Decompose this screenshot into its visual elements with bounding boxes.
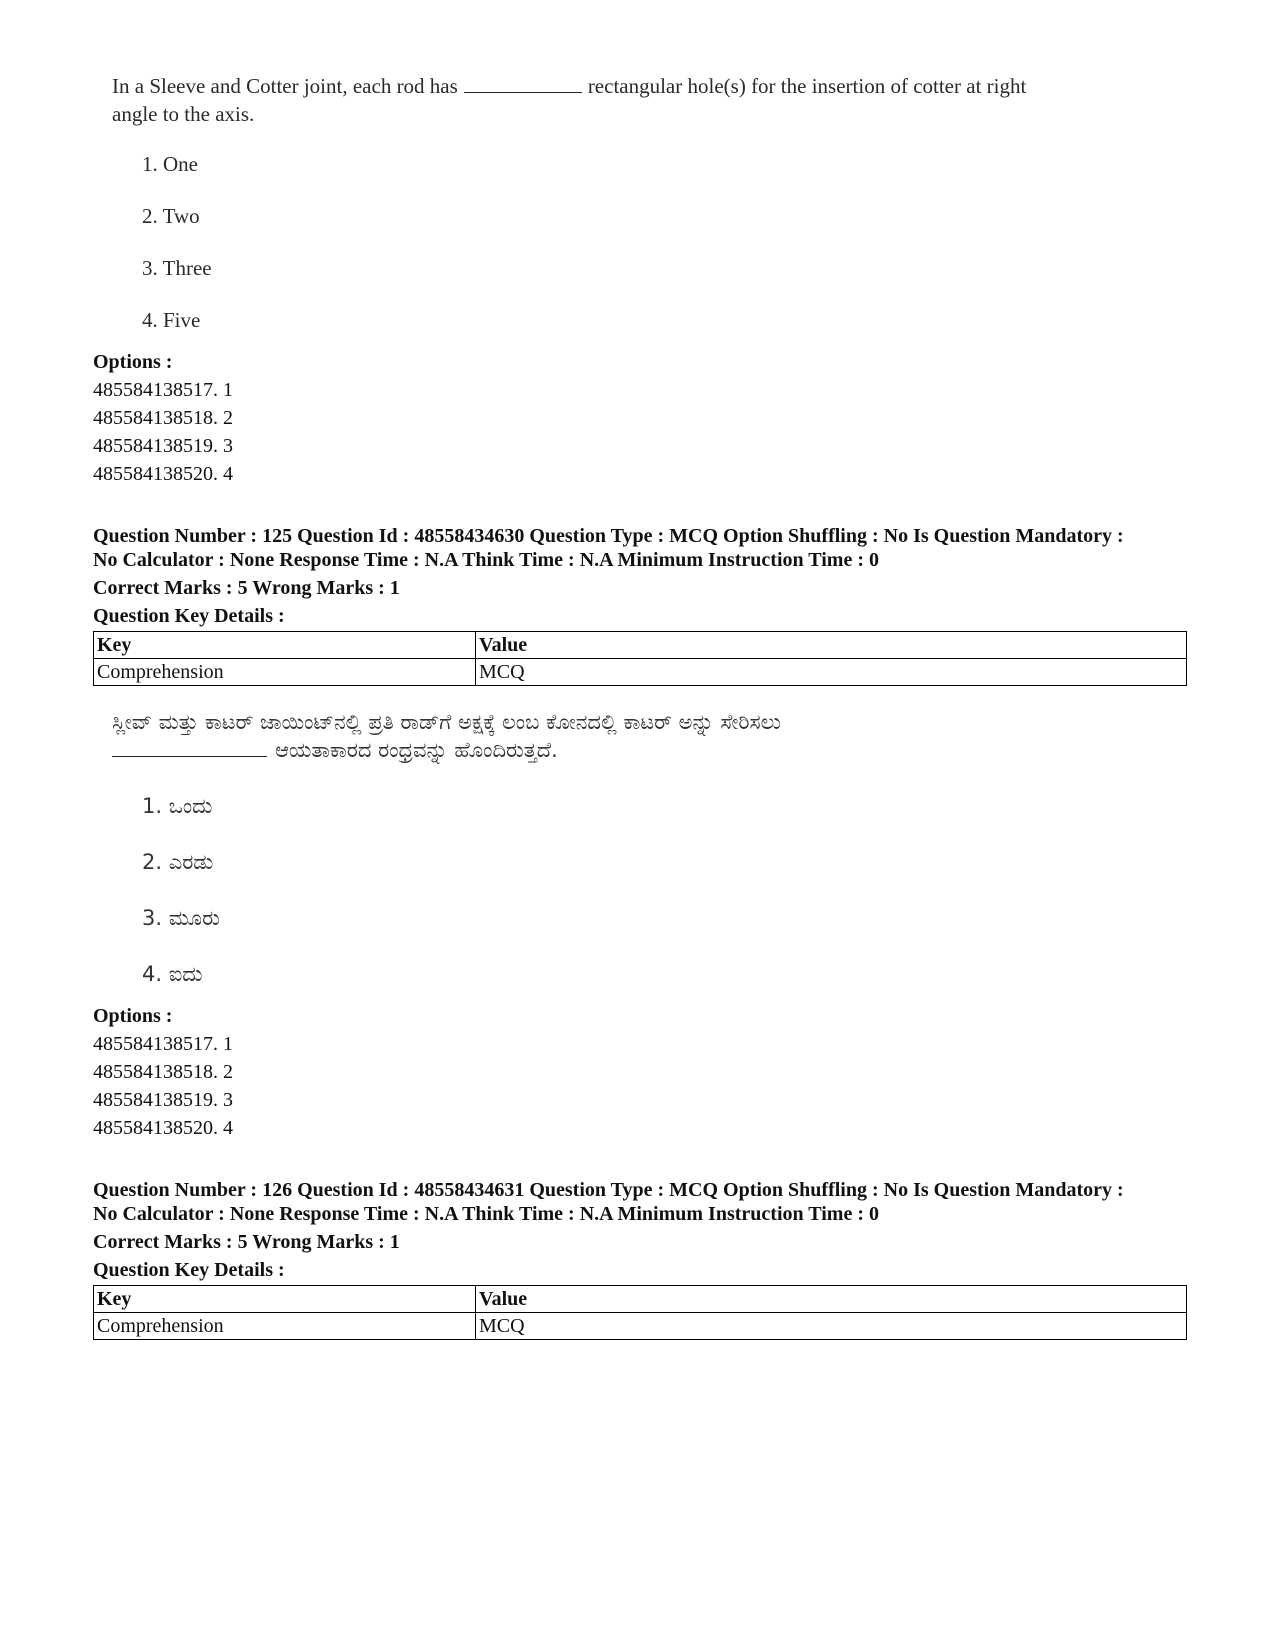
table-cell-value: MCQ (476, 1313, 1187, 1340)
option-line: 485584138520. 4 (93, 1117, 233, 1139)
choice-item: 4. Five (142, 308, 201, 332)
table-cell-value: MCQ (476, 659, 1187, 686)
question-stem (112, 708, 1142, 764)
choice-item: 3. ಮೂರು (142, 906, 220, 930)
table-cell-key: Comprehension (94, 659, 476, 686)
table-cell-key: Comprehension (94, 1313, 476, 1340)
table-header-value: Value (476, 1286, 1187, 1313)
question-meta-line: Question Number : 126 Question Id : 48558434631 Question Type : MCQ Option Shuffling : No Is Question Mandatory : (93, 1179, 1124, 1201)
choice-item: 4. ಐದು (142, 962, 203, 986)
option-line: 485584138517. 1 (93, 379, 233, 401)
option-line: 485584138518. 2 (93, 407, 233, 429)
question-meta-line: No Calculator : None Response Time : N.A Think Time : N.A Minimum Instruction Time : 0 (93, 549, 879, 571)
key-details-heading: Question Key Details : (93, 1259, 285, 1281)
question-text: angle to the axis. (112, 102, 255, 126)
table-header-value: Value (476, 632, 1187, 659)
table-header-key: Key (94, 1286, 476, 1313)
choice-item: 1. ಒಂದು (142, 794, 213, 818)
option-line: 485584138518. 2 (93, 1061, 233, 1083)
question-text: In a Sleeve and Cotter joint, each rod has (112, 74, 458, 98)
table-header-row (94, 632, 1187, 659)
options-heading: Options : (93, 351, 173, 373)
table-row (94, 659, 1187, 686)
question-text: ಆಯತಾಕಾರದ ರಂಧ್ರವನ್ನು ಹೊಂದಿರುತ್ತದೆ. (275, 738, 558, 762)
key-details-heading: Question Key Details : (93, 605, 285, 627)
table-header-row (94, 1286, 1187, 1313)
option-line: 485584138517. 1 (93, 1033, 233, 1055)
question-meta (93, 1178, 1193, 1226)
question-meta-line: Question Number : 125 Question Id : 48558434630 Question Type : MCQ Option Shuffling : No Is Question Mandatory : (93, 525, 1124, 547)
option-line: 485584138519. 3 (93, 1089, 233, 1111)
choice-item: 2. ಎರಡು (142, 850, 214, 874)
option-line: 485584138519. 3 (93, 435, 233, 457)
question-meta-line: No Calculator : None Response Time : N.A Think Time : N.A Minimum Instruction Time : 0 (93, 1203, 879, 1225)
key-details-table (93, 631, 1187, 686)
table-row (94, 1313, 1187, 1340)
marks-line: Correct Marks : 5 Wrong Marks : 1 (93, 1231, 400, 1253)
table-header-key: Key (94, 632, 476, 659)
choice-item: 2. Two (142, 204, 200, 228)
key-details-table (93, 1285, 1187, 1340)
choice-item: 3. Three (142, 256, 212, 280)
fill-blank (112, 738, 267, 757)
question-text: rectangular hole(s) for the insertion of cotter at right (587, 74, 1027, 98)
question-stem (112, 72, 1142, 128)
fill-blank (464, 74, 582, 93)
question-meta (93, 524, 1193, 572)
choice-item: 1. One (142, 152, 198, 176)
marks-line: Correct Marks : 5 Wrong Marks : 1 (93, 577, 400, 599)
options-heading: Options : (93, 1005, 173, 1027)
option-line: 485584138520. 4 (93, 463, 233, 485)
question-text: ಸ್ಲೀವ್ ಮತ್ತು ಕಾಟರ್ ಜಾಯಿಂಟ್‌ನಲ್ಲಿ ಪ್ರತಿ ರಾಡ್‌ಗೆ ಅಕ್ಷಕ್ಕೆ ಲಂಬ ಕೋನದಲ್ಲಿ ಕಾಟರ್ ಅನ್ನು ಸೇರಿಸಲು (112, 710, 781, 734)
